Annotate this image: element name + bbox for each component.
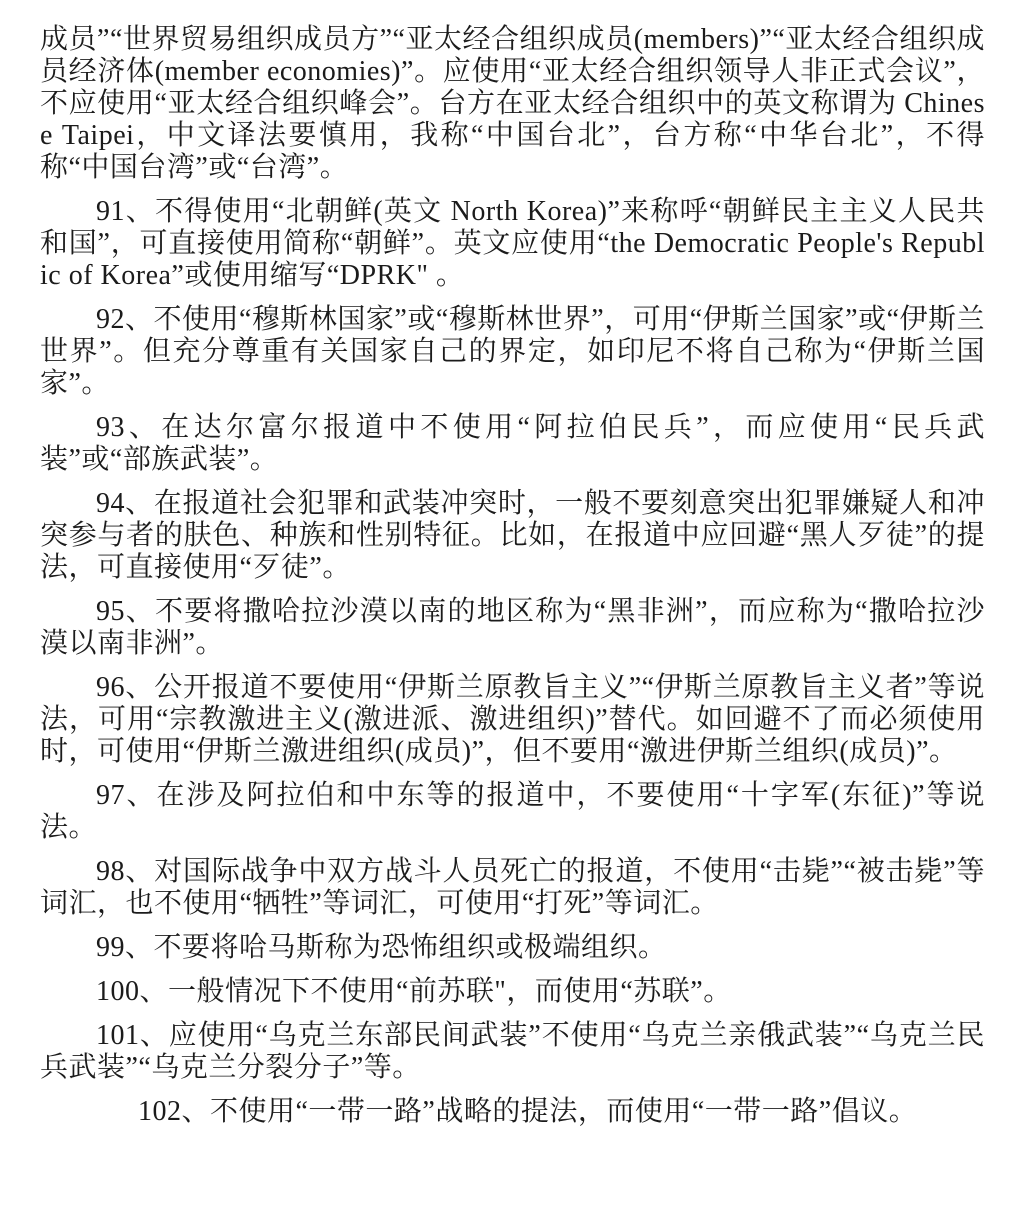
item-101: 101、应使用“乌克兰东部民间武装”不使用“乌克兰亲俄武装”“乌克兰民兵武装”“乌克兰分裂分子”等。 [40,1020,985,1083]
item-99: 99、不要将哈马斯称为恐怖组织或极端组织。 [96,932,667,963]
intro-continuation: 成员”“世界贸易组织成员方”“亚太经合组织成员(members)”“亚太经合组织成员经济体(member economies)”。应使用“亚太经合组织领导人非正式会议”，不应使用“亚太经合组织峰会”。台方在亚太经合组织中的英文称谓为 Chinese Taipei，中文译法要慎用，我称“中国台北”，台方称“中华台北”，不得称“中国台湾”或“台湾”。 [40,24,985,183]
item-102: 102、不使用“一带一路”战略的提法，而使用“一带一路”倡议。 [138,1096,918,1127]
item-96: 96、公开报道不要使用“伊斯兰原教旨主义”“伊斯兰原教旨主义者”等说法，可用“宗教激进主义(激进派、激进组织)”替代。如回避不了而必须使用时，可使用“伊斯兰激进组织(成员)”，但不要用“激进伊斯兰组织(成员)”。 [40,672,985,767]
item-95: 95、不要将撒哈拉沙漠以南的地区称为“黑非洲”，而应称为“撒哈拉沙漠以南非洲”。 [40,596,985,659]
item-97: 97、在涉及阿拉伯和中东等的报道中，不要使用“十字军(东征)”等说法。 [40,780,985,843]
item-100: 100、一般情况下不使用“前苏联"，而使用“苏联”。 [96,976,732,1007]
item-91: 91、不得使用“北朝鲜(英文 North Korea)”来称呼“朝鲜民主主义人民共和国”，可直接使用简称“朝鲜”。英文应使用“the Democratic People's Republic of Korea”或使用缩写“DPRK" 。 [40,196,985,291]
item-92: 92、不使用“穆斯林国家”或“穆斯林世界”，可用“伊斯兰国家”或“伊斯兰世界”。但充分尊重有关国家自己的界定，如印尼不将自己称为“伊斯兰国家”。 [40,304,985,399]
item-94: 94、在报道社会犯罪和武装冲突时，一般不要刻意突出犯罪嫌疑人和冲突参与者的肤色、种族和性别特征。比如，在报道中应回避“黑人歹徒”的提法，可直接使用“歹徒”。 [40,488,985,583]
item-93: 93、在达尔富尔报道中不使用“阿拉伯民兵”，而应使用“民兵武装”或“部族武装”。 [40,412,985,475]
item-98: 98、对国际战争中双方战斗人员死亡的报道，不使用“击毙”“被击毙”等词汇，也不使用“牺牲”等词汇，可使用“打死”等词汇。 [40,856,985,919]
